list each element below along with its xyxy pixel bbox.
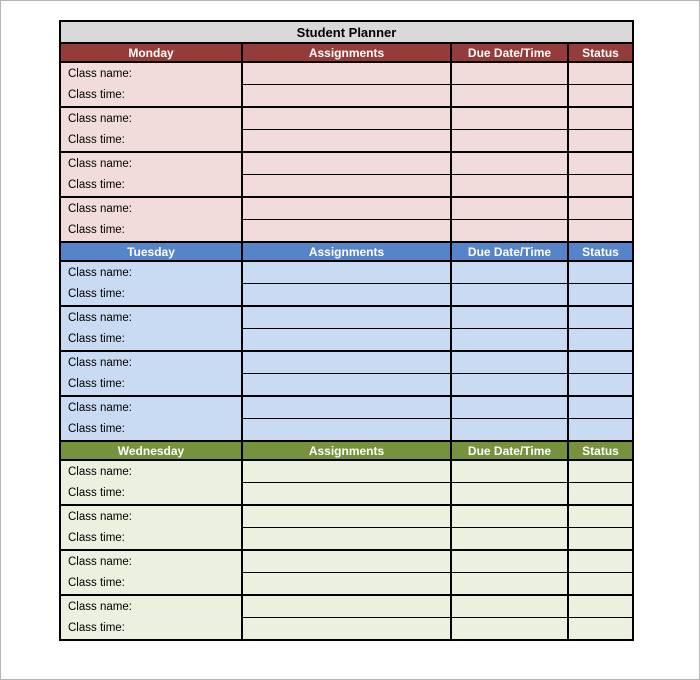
class-name-label: Class name:: [68, 356, 132, 369]
class-block: [61, 551, 632, 596]
assignments-cell[interactable]: [241, 419, 450, 440]
day-section-wednesday: [61, 442, 632, 639]
class-label-cell: [61, 551, 241, 594]
class-time-label: Class time:: [68, 487, 125, 500]
class-blocks: [61, 63, 632, 243]
class-name-label: Class name:: [68, 311, 132, 324]
day-header-row: [61, 44, 632, 63]
due-date-header: Due Date/Time: [450, 243, 567, 260]
due-date-cell[interactable]: [450, 352, 567, 374]
day-section-tuesday: [61, 243, 632, 442]
class-time-label: Class time:: [68, 288, 125, 301]
due-date-cell[interactable]: [450, 85, 567, 106]
class-name-label: Class name:: [68, 202, 132, 215]
status-cell[interactable]: [567, 220, 632, 241]
status-cell[interactable]: [567, 596, 632, 618]
class-name-label: Class name:: [68, 600, 132, 613]
status-cell[interactable]: [567, 551, 632, 573]
status-cell[interactable]: [567, 618, 632, 639]
status-cell[interactable]: [567, 108, 632, 130]
status-cell[interactable]: [567, 329, 632, 350]
status-cell[interactable]: [567, 130, 632, 151]
class-block: [61, 153, 632, 198]
class-time-label: Class time:: [68, 532, 125, 545]
due-date-cell[interactable]: [450, 397, 567, 419]
due-date-cell[interactable]: [450, 262, 567, 284]
class-label-cell: [61, 108, 241, 151]
due-date-cell[interactable]: [450, 329, 567, 350]
class-time-label: Class time:: [68, 378, 125, 391]
assignments-cell[interactable]: [241, 130, 450, 151]
class-name-label: Class name:: [68, 67, 132, 80]
assignments-cell[interactable]: [241, 262, 450, 284]
due-date-cell[interactable]: [450, 573, 567, 594]
due-date-cell[interactable]: [450, 596, 567, 618]
class-time-label: Class time:: [68, 89, 125, 102]
class-time-label: Class time:: [68, 134, 125, 147]
planner-table: [59, 20, 634, 641]
assignments-cell[interactable]: [241, 198, 450, 220]
due-date-cell[interactable]: [450, 618, 567, 639]
class-label-cell: [61, 461, 241, 504]
class-name-label: Class name:: [68, 510, 132, 523]
class-name-label: Class name:: [68, 465, 132, 478]
assignments-cell[interactable]: [241, 618, 450, 639]
class-block: [61, 352, 632, 397]
class-label-cell: [61, 307, 241, 350]
status-cell[interactable]: [567, 419, 632, 440]
class-label-cell: [61, 63, 241, 106]
class-block: [61, 63, 632, 108]
class-block: [61, 198, 632, 243]
class-label-cell: [61, 596, 241, 639]
assignments-cell[interactable]: [241, 573, 450, 594]
assignments-cell[interactable]: [241, 153, 450, 175]
day-label: Monday: [128, 45, 174, 60]
status-header: Status: [567, 243, 632, 260]
due-date-cell[interactable]: [450, 130, 567, 151]
assignments-cell[interactable]: [241, 551, 450, 573]
class-label-cell: [61, 153, 241, 196]
class-block: [61, 506, 632, 551]
class-blocks: [61, 461, 632, 639]
assignments-cell[interactable]: [241, 483, 450, 504]
class-blocks: [61, 262, 632, 442]
assignments-header: Assignments: [241, 243, 450, 260]
due-date-cell[interactable]: [450, 506, 567, 528]
assignments-cell[interactable]: [241, 175, 450, 196]
status-cell[interactable]: [567, 153, 632, 175]
class-block: [61, 262, 632, 307]
status-cell[interactable]: [567, 483, 632, 504]
assignments-cell[interactable]: [241, 63, 450, 85]
due-date-cell[interactable]: [450, 551, 567, 573]
planner-title: Student Planner: [61, 22, 632, 44]
status-header: Status: [567, 442, 632, 459]
class-label-cell: [61, 506, 241, 549]
status-cell[interactable]: [567, 175, 632, 196]
class-block: [61, 108, 632, 153]
class-label-cell: [61, 397, 241, 440]
status-cell[interactable]: [567, 198, 632, 220]
class-name-label: Class name:: [68, 157, 132, 170]
status-cell[interactable]: [567, 352, 632, 374]
status-cell[interactable]: [567, 374, 632, 395]
class-name-label: Class name:: [68, 112, 132, 125]
due-date-cell[interactable]: [450, 108, 567, 130]
assignments-cell[interactable]: [241, 506, 450, 528]
class-block: [61, 461, 632, 506]
due-date-cell[interactable]: [450, 419, 567, 440]
assignments-cell[interactable]: [241, 352, 450, 374]
status-cell[interactable]: [567, 461, 632, 483]
day-header-row: [61, 243, 632, 262]
class-block: [61, 307, 632, 352]
class-label-cell: [61, 198, 241, 241]
class-block: [61, 397, 632, 442]
class-time-label: Class time:: [68, 622, 125, 635]
status-cell[interactable]: [567, 506, 632, 528]
class-time-label: Class time:: [68, 333, 125, 346]
class-label-cell: [61, 262, 241, 305]
class-name-label: Class name:: [68, 401, 132, 414]
due-date-cell[interactable]: [450, 198, 567, 220]
due-date-header: Due Date/Time: [450, 442, 567, 459]
status-cell[interactable]: [567, 573, 632, 594]
due-date-cell[interactable]: [450, 63, 567, 85]
status-cell[interactable]: [567, 284, 632, 305]
assignments-cell[interactable]: [241, 329, 450, 350]
assignments-cell[interactable]: [241, 397, 450, 419]
assignments-cell[interactable]: [241, 85, 450, 106]
day-label: Wednesday: [117, 443, 185, 458]
assignments-cell[interactable]: [241, 108, 450, 130]
class-block: [61, 596, 632, 639]
due-date-cell[interactable]: [450, 175, 567, 196]
assignments-cell[interactable]: [241, 528, 450, 549]
due-date-cell[interactable]: [450, 483, 567, 504]
due-date-cell[interactable]: [450, 307, 567, 329]
due-date-cell[interactable]: [450, 153, 567, 175]
assignments-header: Assignments: [241, 442, 450, 459]
status-header: Status: [567, 44, 632, 61]
due-date-cell[interactable]: [450, 461, 567, 483]
status-cell[interactable]: [567, 85, 632, 106]
status-cell[interactable]: [567, 63, 632, 85]
class-name-label: Class name:: [68, 266, 132, 279]
assignments-cell[interactable]: [241, 307, 450, 329]
class-name-label: Class name:: [68, 555, 132, 568]
status-cell[interactable]: [567, 397, 632, 419]
due-date-cell[interactable]: [450, 528, 567, 549]
due-date-cell[interactable]: [450, 220, 567, 241]
assignments-cell[interactable]: [241, 284, 450, 305]
status-cell[interactable]: [567, 307, 632, 329]
class-time-label: Class time:: [68, 577, 125, 590]
day-section-monday: [61, 44, 632, 243]
class-time-label: Class time:: [68, 179, 125, 192]
assignments-cell[interactable]: [241, 596, 450, 618]
status-cell[interactable]: [567, 262, 632, 284]
status-cell[interactable]: [567, 528, 632, 549]
class-time-label: Class time:: [68, 423, 125, 436]
due-date-cell[interactable]: [450, 374, 567, 395]
due-date-header: Due Date/Time: [450, 44, 567, 61]
assignments-cell[interactable]: [241, 374, 450, 395]
assignments-cell[interactable]: [241, 461, 450, 483]
assignments-cell[interactable]: [241, 220, 450, 241]
due-date-cell[interactable]: [450, 284, 567, 305]
day-label: Tuesday: [127, 244, 175, 259]
class-time-label: Class time:: [68, 224, 125, 237]
day-header-row: [61, 442, 632, 461]
assignments-header: Assignments: [241, 44, 450, 61]
class-label-cell: [61, 352, 241, 395]
